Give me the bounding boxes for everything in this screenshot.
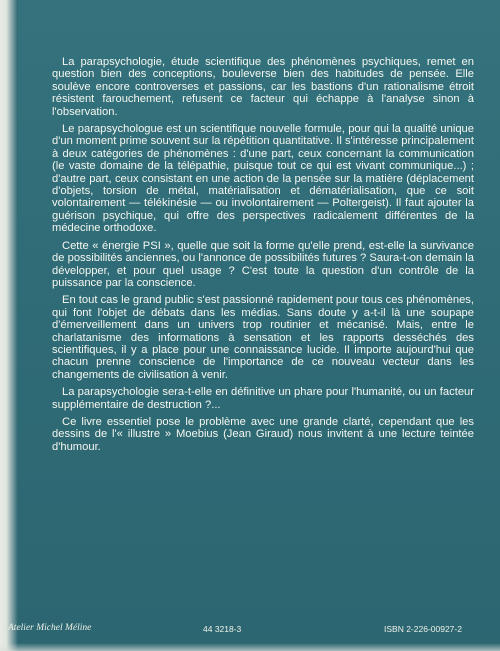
blurb-paragraph-1: La parapsychologie, étude scientifique des phénomènes psychiques, remet en question bien des conceptions, bouleverse bien des habitudes de pensée. Elle soulève encore controverses et passions, car les bastions d'un rationalisme étroit résistent farouchement, refusent ce facteur qui échappe à l'analyse sinon à l'observation. xyxy=(52,56,474,118)
blurb-paragraph-5: La parapsychologie sera-t-elle en définitive un phare pour l'humanité, ou un facteur supplémentaire de destruction ?... xyxy=(52,386,474,411)
catalog-code: 44 3218-3 xyxy=(203,624,242,634)
blurb-paragraph-2: Le parapsychologue est un scientifique nouvelle formule, pour qui la qualité unique d'un moment prime souvent sur la répétition quantitative. Il s'intéresse principalement à deux catégories de phénomènes : d'une part, ceux concernant la communication (le vaste domaine de la télépathie, puisque tout ce qui est vivant communique...) ; d'autre part, ceux consistant en une action de la pensée sur la matière (déplacement d'objets, torsion de métal, matérialisation et dématérialisation, que ce soit volontairement — télékinésie — ou involontairement — Poltergeist). Il faut ajouter la guérison psychique, qui offre des perspectives radicalement différentes de la médecine orthodoxe. xyxy=(52,123,474,235)
cover-footer xyxy=(0,623,500,637)
page-bottom-edge xyxy=(0,643,500,651)
blurb-paragraph-4: En tout cas le grand public s'est passionné rapidement pour tous ces phénomènes, qui font l'objet de débats dans les médias. Sans doute y a-t-il là une soupape d'émerveillement dans un univers trop routinier et mécanisé. Mais, entre le charlatanisme des informations à sensation et les rapports desséchés des scientifiques, il y a place pour une connaissance lucide. Il importe aujourd'hui que chacun prenne conscience de l'importance de ce nouveau vecteur dans les changements de civilisation à venir. xyxy=(52,294,474,381)
page-edge xyxy=(0,0,18,651)
blurb-text xyxy=(52,56,474,458)
blurb-paragraph-3: Cette « énergie PSI », quelle que soit la forme qu'elle prend, est-elle la survivance de possibilités anciennes, ou l'annonce de possibilités futures ? Saura-t-on demain la développer, et pour quel usage ? C'est toute la question d'un contrôle de la puissance par la conscience. xyxy=(52,239,474,289)
publisher-credit: Atelier Michel Méline xyxy=(8,623,92,633)
isbn-number: ISBN 2-226-00927-2 xyxy=(384,624,462,634)
blurb-paragraph-6: Ce livre essentiel pose le problème avec une grande clarté, cependant que les dessins de l'« illustre » Moebius (Jean Giraud) nous invitent à une lecture teintée d'humour. xyxy=(52,415,474,453)
